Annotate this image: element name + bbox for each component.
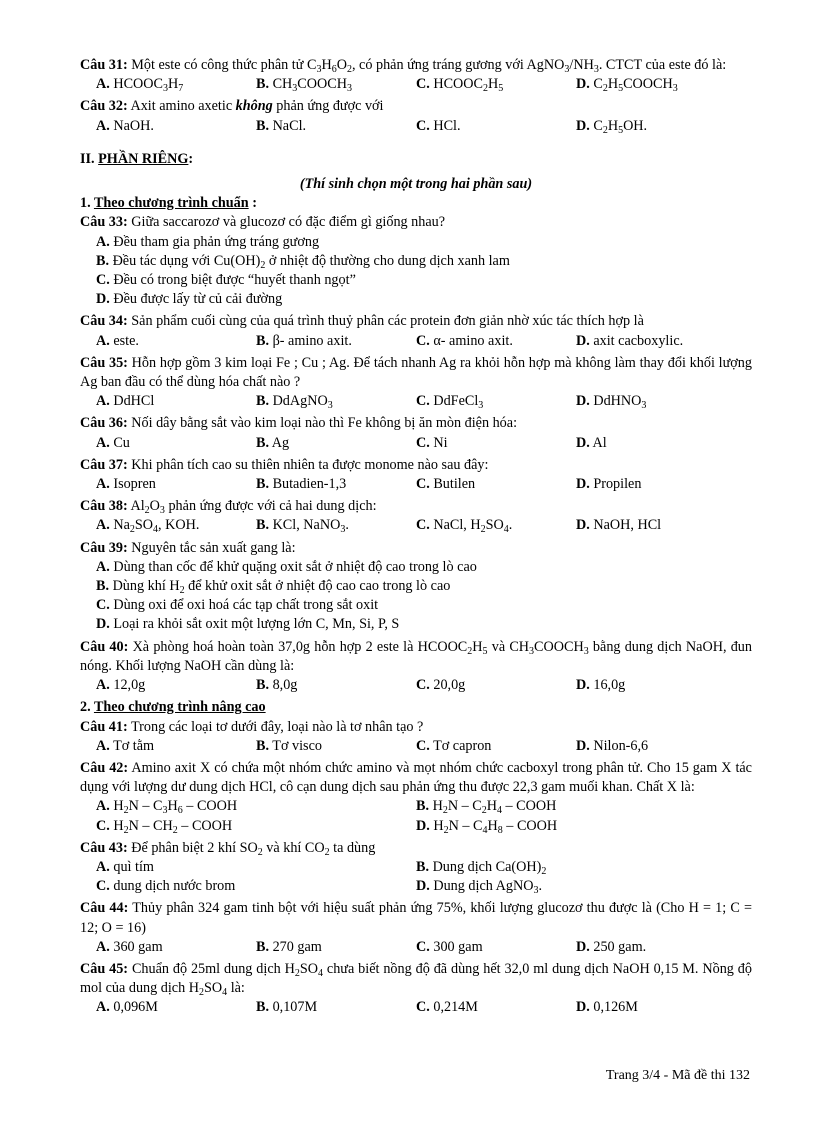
- option-b: B. $H_2N - C_2H_4$ – COOH: [416, 798, 557, 817]
- question-42-options-row1: [80, 797, 752, 816]
- option-b: B. DdAgNO$_3$: [256, 393, 333, 412]
- option-c: C. 300 gam: [416, 938, 483, 955]
- option-b: B. Butadien-1,3: [256, 476, 347, 493]
- option-a: A. $HCOOC_3H_7$: [96, 76, 184, 95]
- option-d: D. Nilon-6,6: [576, 737, 649, 754]
- question-33-stem: Câu 33: Giữa saccarozơ và glucozơ có đặc điểm gì giống nhau?: [80, 214, 446, 231]
- option-a: A. Tơ tằm: [96, 737, 155, 754]
- question-43-stem: Câu 43: Để phân biệt 2 khí $SO_2$ và khí $CO_2$ ta dùng: [80, 839, 376, 858]
- option-d: D. Đều được lấy từ củ cải đường: [96, 291, 283, 308]
- option-a: A. Isopren: [96, 476, 156, 493]
- option-c: C. Dùng oxi để oxi hoá các tạp chất trong sắt oxit: [96, 597, 379, 614]
- question-35-stem: Câu 35: Hỗn hợp gồm 3 kim loại Fe ; Cu ; Ag. Để tách nhanh Ag ra khỏi hỗn hợp mà không làm thay đổi khối lượng Ag ban đầu có thể dùng hóa chất nào ?: [80, 354, 752, 391]
- option-d: D. $C_2H_5COOCH_3$: [576, 76, 678, 95]
- option-d: D. Al: [576, 434, 607, 451]
- option-b: B. 8,0g: [256, 677, 298, 694]
- option-d: D. $H_2N - C_4H_8$ – COOH: [416, 817, 558, 836]
- question-40-options: [80, 676, 752, 695]
- option-a: A. 0,096M: [96, 999, 158, 1016]
- option-d: D. Loại ra khỏi sắt oxit một lượng lớn C, Mn, Si, P, S: [96, 616, 400, 633]
- option-b: B. Dung dịch $Ca(OH)_2$: [416, 858, 547, 877]
- option-a: A. NaOH.: [96, 117, 154, 134]
- option-a: A. quì tím: [96, 858, 154, 875]
- option-c: C. Butilen: [416, 476, 476, 493]
- option-c: C. DdFeCl$_3$: [416, 393, 484, 412]
- exam-page: [80, 56, 752, 1018]
- option-c: C. Tơ capron: [416, 737, 492, 754]
- option-a: A. Dùng than cốc để khử quặng oxit sắt ở nhiệt độ cao trong lò cao: [96, 558, 477, 575]
- option-d: D. Propilen: [576, 476, 642, 493]
- option-c: C. Ni: [416, 434, 448, 451]
- option-b: B. $CH_3COOCH_3$: [256, 76, 352, 95]
- option-c: C. Đều có trong biệt được “huyết thanh ngọt”: [96, 272, 356, 289]
- option-b: B. Ag: [256, 434, 290, 451]
- option-a: A. $H_2N - C_3H_6$ – COOH: [96, 798, 238, 817]
- option-d: D. $C_2H_5OH$.: [576, 117, 648, 136]
- page-footer: Trang 3/4 - Mã đề thi 132: [605, 1068, 750, 1083]
- question-43-options-row1: [80, 858, 752, 877]
- option-a: A. 12,0g: [96, 677, 146, 694]
- question-40-stem: Câu 40: Xà phòng hoá hoàn toàn 37,0g hỗn hợp 2 este là $HCOOC_2H_5$ và $CH_3COOCH_3$ bằng dung dịch NaOH, đun nóng. Khối lượng NaOH cần dùng là:: [80, 638, 752, 674]
- program-2-heading: 2. Theo chương trình nâng cao: [80, 699, 266, 716]
- option-b: B. 270 gam: [256, 938, 322, 955]
- option-a: A. Cu: [96, 434, 130, 451]
- option-a: A. $Na_2SO_4$, KOH.: [96, 517, 200, 536]
- question-38-options: [80, 516, 752, 535]
- option-c: C. HCl.: [416, 117, 461, 134]
- option-a: A. DdHCl: [96, 393, 155, 410]
- question-45-options: [80, 998, 752, 1017]
- question-43-options-row2: [80, 877, 752, 896]
- question-34-options: [80, 332, 752, 351]
- option-a: A. Đều tham gia phản ứng tráng gương: [96, 233, 320, 250]
- option-a: A. 360 gam: [96, 938, 163, 955]
- option-d: D. 250 gam.: [576, 938, 647, 955]
- option-b: B. Dùng khí $H_2$ để khử oxit sắt ở nhiệt độ cao cao trong lò cao: [96, 578, 451, 597]
- question-32-options: [80, 117, 752, 136]
- option-c: C. α- amino axit.: [416, 332, 513, 349]
- question-31-options: [80, 75, 752, 94]
- option-a: A. este.: [96, 332, 139, 349]
- option-c: C. $HCOOC_2H_5$: [416, 76, 504, 95]
- option-d: D. 0,126M: [576, 999, 638, 1016]
- option-c: C. dung dịch nước brom: [96, 878, 236, 895]
- option-b: B. KCl, NaNO$_3$.: [256, 517, 349, 536]
- section-heading: II. PHẦN RIÊNG:: [80, 150, 194, 167]
- program-1-heading: 1. Theo chương trình chuẩn :: [80, 195, 257, 212]
- section-instruction: (Thí sinh chọn một trong hai phần sau): [299, 176, 533, 193]
- option-d: D. Dung dịch AgNO$_3$.: [416, 878, 542, 897]
- question-35-options: [80, 392, 752, 411]
- option-b: B. 0,107M: [256, 999, 318, 1016]
- question-31-stem: Câu 31: Một este có công thức phân tử $C_3H_6O_2$, có phản ứng tráng gương với $AgNO_3/NH_3$. CTCT của este đó là:: [80, 57, 727, 75]
- question-42-options-row2: [80, 817, 752, 836]
- option-b: B. Tơ visco: [256, 737, 322, 754]
- option-d: D. DdHNO$_3$: [576, 393, 647, 412]
- option-d: D. 16,0g: [576, 677, 626, 694]
- question-41-stem: Câu 41: Trong các loại tơ dưới đây, loại nào là tơ nhân tạo ?: [80, 718, 424, 735]
- option-c: C. 0,214M: [416, 999, 478, 1016]
- question-39-stem: Câu 39: Nguyên tắc sản xuất gang là:: [80, 539, 296, 556]
- question-41-options: [80, 737, 752, 756]
- question-36-options: [80, 434, 752, 453]
- option-d: D. NaOH, HCl: [576, 517, 662, 534]
- option-b: B. NaCl.: [256, 117, 307, 134]
- option-c: C. $H_2N - CH_2$ – COOH: [96, 817, 233, 836]
- question-37-stem: Câu 37: Khi phân tích cao su thiên nhiên ta được monome nào sau đây:: [80, 456, 489, 473]
- option-d: D. axit cacboxylic.: [576, 332, 684, 349]
- question-37-options: [80, 475, 752, 494]
- question-45-stem: Câu 45: Chuẩn độ 25ml dung dịch $H_2SO_4$ chưa biết nồng độ đã dùng hết 32,0 ml dung dịch NaOH 0,15 M. Nồng độ mol của dung dịch $H_2SO_4$ là:: [80, 960, 752, 999]
- question-38-stem: Câu 38: $Al_2O_3$ phản ứng được với cả hai dung dịch:: [80, 498, 377, 517]
- option-c: C. 20,0g: [416, 677, 466, 694]
- question-36-stem: Câu 36: Nối dây bằng sắt vào kim loại nào thì Fe không bị ăn mòn điện hóa:: [80, 415, 518, 432]
- option-c: C. NaCl, $H_2SO_4$.: [416, 517, 513, 536]
- option-b: B. Đều tác dụng với $Cu(OH)_2$ ở nhiệt độ thường cho dung dịch xanh lam: [96, 252, 510, 271]
- question-44-options: [80, 938, 752, 957]
- option-b: B. β- amino axit.: [256, 332, 352, 349]
- question-42-stem: Câu 42: Amino axit X có chứa một nhóm chức amino và mọt nhóm chức cacboxyl trong phân tử. Cho 15 gam X tác dụng với lượng dư dung dịch HCl, cô cạn dung dịch sau phản ứng thu được 22,3 gam muối khan. Chất X là:: [80, 759, 752, 796]
- question-34-stem: Câu 34: Sản phẩm cuối cùng của quá trình thuỷ phân các protein đơn giản nhờ xúc tác thích hợp là: [80, 313, 644, 330]
- question-32-stem: Câu 32: Axit amino axetic không phản ứng được với: [80, 98, 384, 115]
- question-44-stem: Câu 44: Thủy phân 324 gam tinh bột với hiệu suất phản ứng 75%, khối lượng glucozơ thu được là (Cho H = 1; C = 12; O = 16): [80, 900, 752, 936]
